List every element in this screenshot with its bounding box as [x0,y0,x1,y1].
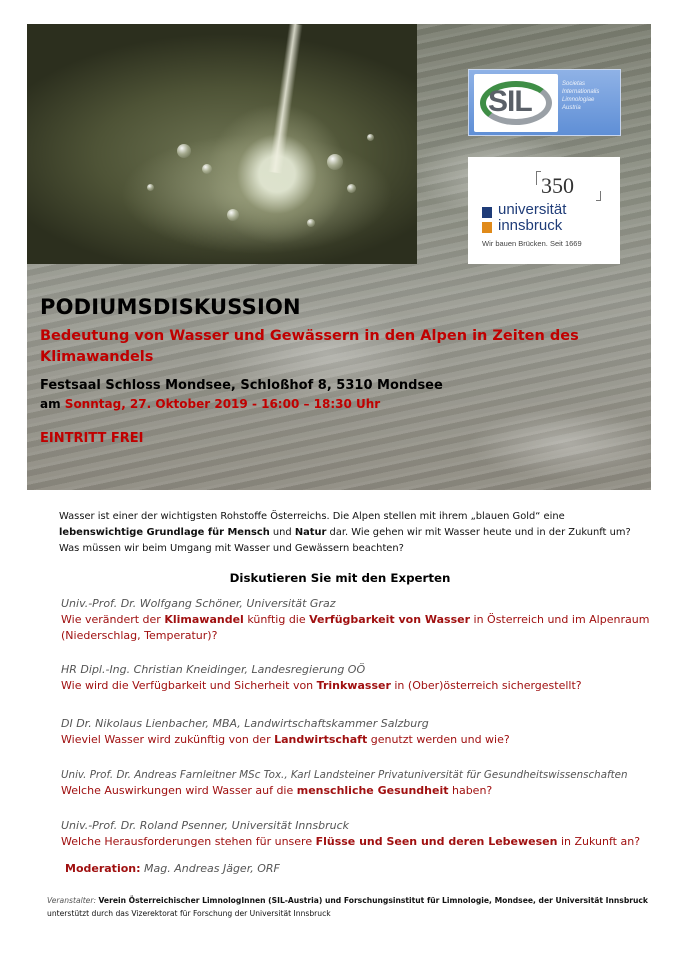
expert-question: Wieviel Wasser wird zukünftig von der Landwirtschaft genutzt werden und wie? [61,733,510,746]
expert-item [61,818,673,850]
water-splash-image [27,24,417,264]
moderation-line [65,862,280,875]
water-bubble [227,209,239,221]
sil-subtitle: Societas Internationalis Limnologiae Austria [562,81,600,111]
expert-item [61,662,673,694]
event-info [27,263,651,490]
expert-name: DI Dr. Nikolaus Lienbacher, MBA, Landwirtschaftskammer Salzburg [61,717,429,730]
event-time: - 16:00 – 18:30 Uhr [251,397,381,411]
anniversary-number: 350 [541,173,574,198]
expert-item [61,716,673,748]
event-title: PODIUMSDISKUSSION [40,295,301,319]
logo-square-blue [482,207,492,218]
expert-name: Univ.-Prof. Dr. Roland Psenner, Universität Innsbruck [61,819,350,832]
event-date-value: Sonntag, 27. Oktober 2019 [64,397,248,411]
water-bubble [347,184,356,193]
water-bubble [327,154,343,170]
expert-item [61,596,673,644]
logo-bracket-right [596,191,601,201]
sil-austria-logo [468,69,621,136]
event-venue: Festsaal Schloss Mondsee, Schloßhof 8, 5310 Mondsee [40,378,443,393]
expert-item [61,767,673,799]
event-date: am Sonntag, 27. Oktober 2019 - 16:00 – 18:30 Uhr [40,397,381,411]
water-bubble [367,134,374,141]
university-name: universität innsbruck [498,201,567,234]
expert-question: Wie wird die Verfügbarkeit und Sicherheit von Trinkwasser in (Ober)österreich sichergestellt? [61,679,582,692]
moderator-name: Mag. Andreas Jäger, ORF [144,862,280,875]
sil-emblem [474,74,558,132]
water-bubble [147,184,154,191]
organizer-note [47,894,667,920]
hero-banner [27,24,651,490]
water-jet [268,24,303,174]
expert-question: Welche Herausforderungen stehen für unsere Flüsse und Seen und deren Lebewesen in Zukunft an? [61,835,641,848]
water-bubble [307,219,315,227]
entry-free-notice: EINTRITT FREI [40,431,144,446]
organizer-support: unterstützt durch das Vizerektorat für Forschung der Universität Innsbruck [47,909,331,918]
expert-question: Welche Auswirkungen wird Wasser auf die menschliche Gesundheit haben? [61,784,493,797]
water-bubble [177,144,191,158]
organizer-text: Verein Österreichischer LimnologInnen (SIL-Austria) und Forschungsinstitut für Limnologie, Mondsee, der Universität Innsbruck [98,896,648,905]
universitaet-innsbruck-logo [468,157,620,264]
expert-question: Wie verändert der Klimawandel künftig die Verfügbarkeit von Wasser in Österreich und im Alpenraum (Niederschlag, Temperatur)? [61,613,650,642]
event-subtitle: Bedeutung von Wasser und Gewässern in den Alpen in Zeiten des Klimawandels [40,328,579,365]
discussion-heading: Diskutieren Sie mit den Experten [229,571,451,585]
logo-square-orange [482,222,492,233]
intro-paragraph: Wasser ist einer der wichtigsten Rohstoffe Österreichs. Die Alpen stellen mit ihrem „blauen Gold“ eine lebenswichtige Grundlage für Mensch und Natur dar. Wie gehen wir mit Wasser heute und in der Zukunft um? Was müssen wir beim Umgang mit Wasser und Gewässern beachten? [59,511,631,554]
water-bubble [202,164,212,174]
expert-name: Univ.-Prof. Dr. Wolfgang Schöner, Universität Graz [61,597,336,610]
expert-name: HR Dipl.-Ing. Christian Kneidinger, Landesregierung OÖ [61,663,366,676]
expert-name: Univ. Prof. Dr. Andreas Farnleitner MSc Tox., Karl Landsteiner Privatuniversität für Gesundheitswissenschaften [61,769,628,781]
sil-wordmark: SIL [488,85,532,118]
organizer-label: Veranstalter: [47,896,97,905]
university-claim: Wir bauen Brücken. Seit 1669 [482,239,582,248]
moderation-label: Moderation: [65,862,141,875]
